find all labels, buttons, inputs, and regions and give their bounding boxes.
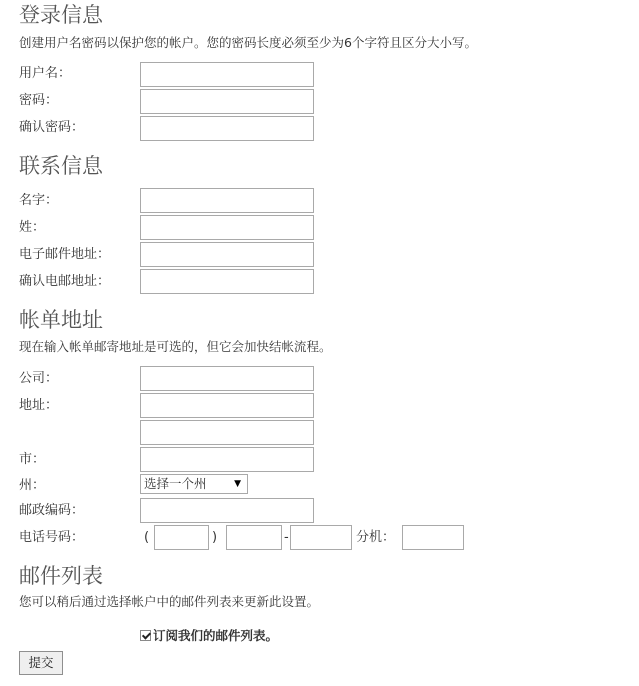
triangle-down-icon: ▼ <box>234 479 241 489</box>
username-label: 用户名： <box>19 66 72 81</box>
submit-button[interactable]: 提交 <box>19 651 63 675</box>
address-line2-input[interactable] <box>140 420 314 445</box>
state-select-value: 选择一个州 <box>144 476 207 491</box>
address-line1-input[interactable] <box>140 393 314 418</box>
mailing-description: 您可以稍后通过选择帐户中的邮件列表来更新此设置。 <box>19 594 320 609</box>
confirm-email-label: 确认电邮地址： <box>19 274 111 289</box>
phone-open-paren: ( <box>144 530 150 545</box>
subscribe-label[interactable]: 订阅我们的邮件列表。 <box>153 628 279 643</box>
contact-heading: 联系信息 <box>19 154 103 178</box>
confirm-email-input[interactable] <box>140 269 314 294</box>
first-name-input[interactable] <box>140 188 314 213</box>
phone-extension-input[interactable] <box>402 525 464 550</box>
phone-dash: - <box>284 530 289 545</box>
login-description: 创建用户名密码以保护您的帐户。您的密码长度必须至少为6个字符且区分大小写。 <box>19 35 477 50</box>
phone-area-code-input[interactable] <box>154 525 209 550</box>
email-input[interactable] <box>140 242 314 267</box>
email-label: 电子邮件地址： <box>19 247 111 262</box>
confirm-password-label: 确认密码： <box>19 120 85 135</box>
company-label: 公司： <box>19 371 59 386</box>
city-label: 市： <box>19 452 46 467</box>
extension-label: 分机： <box>356 530 396 545</box>
zip-input[interactable] <box>140 498 314 523</box>
subscribe-checkbox[interactable] <box>140 630 151 641</box>
phone-prefix-input[interactable] <box>226 525 282 550</box>
billing-heading: 帐单地址 <box>19 308 103 332</box>
phone-label: 电话号码： <box>19 530 85 545</box>
password-input[interactable] <box>140 89 314 114</box>
city-input[interactable] <box>140 447 314 472</box>
subscribe-option[interactable] <box>140 626 278 644</box>
state-select[interactable] <box>140 474 248 494</box>
phone-close-paren: ) <box>212 530 218 545</box>
login-heading: 登录信息 <box>19 3 103 27</box>
first-name-label: 名字： <box>19 193 59 208</box>
password-label: 密码： <box>19 93 59 108</box>
zip-label: 邮政编码： <box>19 503 85 518</box>
state-label: 州： <box>19 478 46 493</box>
billing-description: 现在输入帐单邮寄地址是可选的，但它会加快结帐流程。 <box>19 339 332 354</box>
confirm-password-input[interactable] <box>140 116 314 141</box>
phone-line-input[interactable] <box>290 525 352 550</box>
mailing-heading: 邮件列表 <box>19 564 103 588</box>
username-input[interactable] <box>140 62 314 87</box>
last-name-label: 姓： <box>19 220 46 235</box>
company-input[interactable] <box>140 366 314 391</box>
last-name-input[interactable] <box>140 215 314 240</box>
address-label: 地址： <box>19 398 59 413</box>
